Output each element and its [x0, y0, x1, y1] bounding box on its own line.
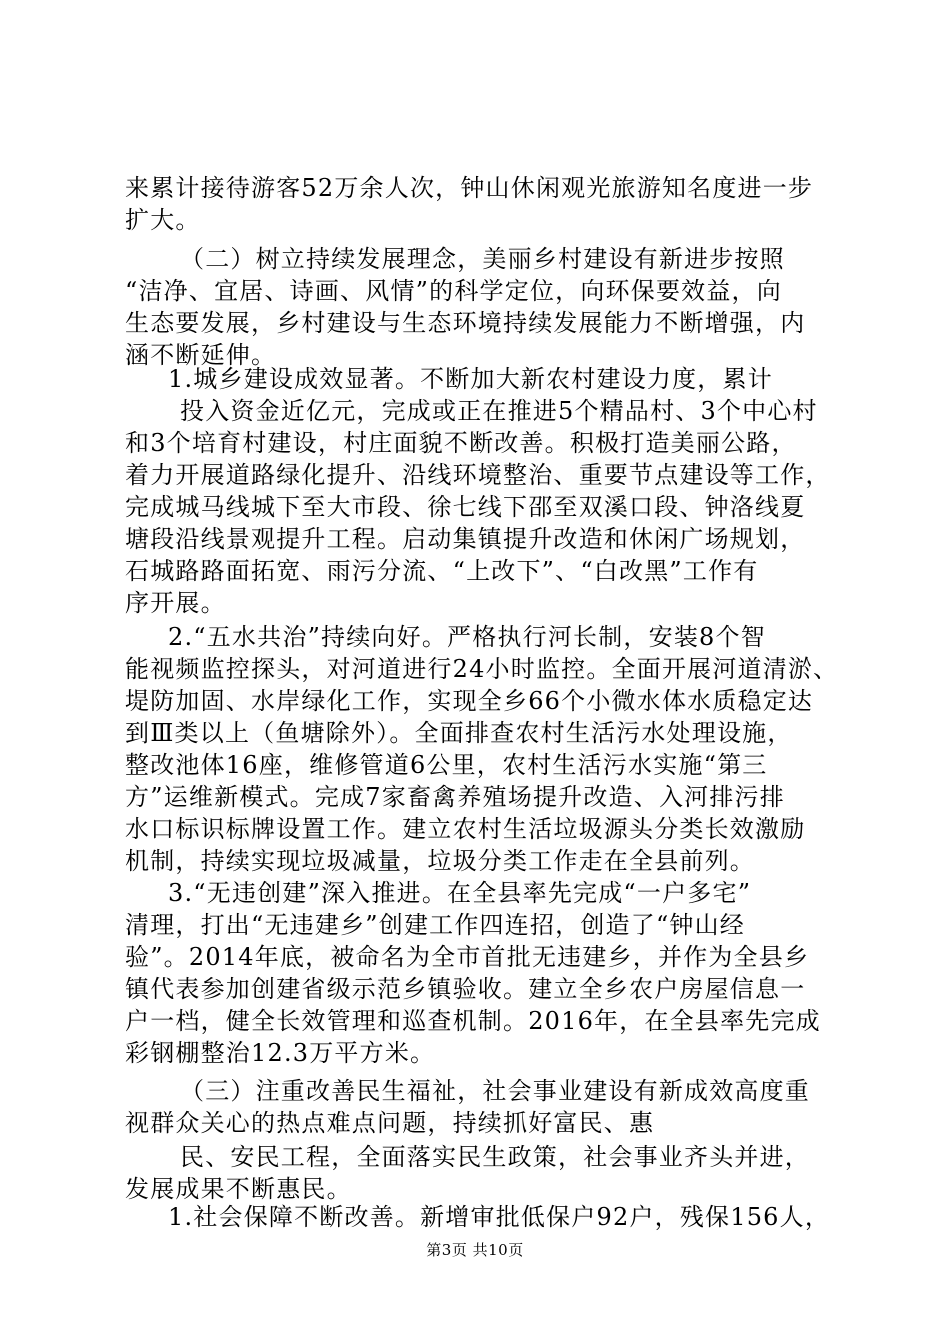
section-heading: （二）树立持续发展理念，美丽乡村建设有新进步按照	[180, 245, 785, 273]
subsection-heading: 1.城乡建设成效显著。不断加大新农村建设力度，累计	[168, 365, 773, 393]
text-line: 水口标识标牌设置工作。建立农村生活垃圾源头分类长效激励	[125, 815, 806, 843]
page-number-footer: 第3页 共10页	[426, 1241, 524, 1259]
text-line: 和3个培育村建设，村庄面貌不断改善。积极打造美丽公路，	[125, 429, 797, 457]
subsection-heading: 3.“无违创建”深入推进。在全县率先完成“一户多宅”	[168, 879, 752, 907]
text-line: 投入资金近亿元，完成或正在推进5个精品村、3个中心村	[180, 397, 818, 425]
text-line: 着力开展道路绿化提升、沿线环境整治、重要节点建设等工作，	[125, 461, 831, 489]
text-line: 涵不断延伸。	[125, 341, 277, 369]
text-line: 验”。2014年底，被命名为全市首批无违建乡，并作为全县乡	[125, 943, 810, 971]
text-line: 机制，持续实现垃圾减量，垃圾分类工作走在全县前列。	[125, 847, 755, 875]
subsection-heading: 1.社会保障不断改善。新增审批低保户92户，残保156人，	[168, 1203, 831, 1231]
section-heading: （三）注重改善民生福祉，社会事业建设有新成效高度重	[180, 1077, 810, 1105]
text-line: 方”运维新模式。完成7家畜禽养殖场提升改造、入河排污排	[125, 783, 785, 811]
text-line: 发展成果不断惠民。	[125, 1175, 352, 1203]
text-line: 完成城马线城下至大市段、徐七线下邵至双溪口段、钟洛线夏	[125, 493, 806, 521]
text-line: 堤防加固、水岸绿化工作，实现全乡66个小微水体水质稳定达	[125, 687, 814, 715]
text-line: 来累计接待游客52万余人次，钟山休闲观光旅游知名度进一步	[125, 174, 814, 202]
text-line: 彩钢棚整治12.3万平方米。	[125, 1039, 436, 1067]
text-line: 扩大。	[125, 206, 201, 234]
subsection-heading: 2.“五水共治”持续向好。严格执行河长制，安装8个智	[168, 623, 766, 651]
text-line: 到Ⅲ类以上（鱼塘除外）。全面排查农村生活污水处理设施，	[125, 719, 793, 747]
text-line: 整改池体16座，维修管道6公里，农村生活污水实施“第三	[125, 751, 768, 779]
text-line: 序开展。	[125, 589, 226, 617]
text-line: 清理，打出“无违建乡”创建工作四连招，创造了“钟山经	[125, 911, 746, 939]
text-line: “洁净、宜居、诗画、风情”的科学定位，向环保要效益，向	[125, 277, 782, 305]
text-line: 民、安民工程，全面落实民生政策，社会事业齐头并进，	[180, 1143, 810, 1171]
text-line: 镇代表参加创建省级示范乡镇验收。建立全乡农户房屋信息一	[125, 975, 806, 1003]
text-line: 视群众关心的热点难点问题，持续抓好富民、惠	[125, 1109, 655, 1137]
text-line: 生态要发展，乡村建设与生态环境持续发展能力不断增强，内	[125, 309, 806, 337]
text-line: 能视频监控探头，对河道进行24小时监控。全面开展河道清淤、	[125, 655, 839, 683]
text-line: 户一档，健全长效管理和巡查机制。2016年，在全县率先完成	[125, 1007, 821, 1035]
text-line: 石城路路面拓宽、雨污分流、“上改下”、“白改黑”工作有	[125, 557, 759, 585]
text-line: 塘段沿线景观提升工程。启动集镇提升改造和休闲广场规划，	[125, 525, 806, 553]
